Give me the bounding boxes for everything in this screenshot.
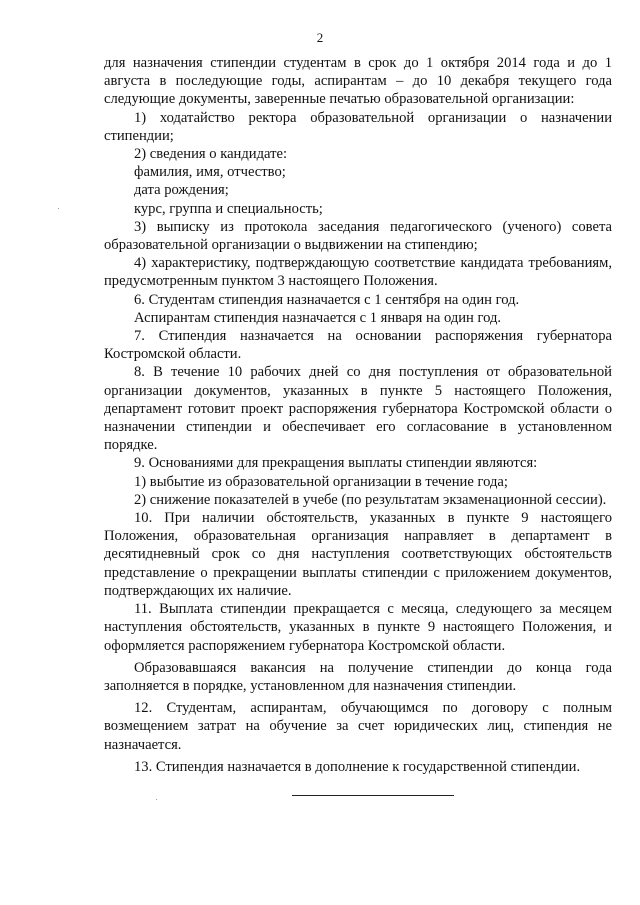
clause-9: 9. Основаниями для прекращения выплаты стипендии являются:	[134, 455, 538, 472]
scan-artifact	[156, 799, 157, 800]
clause-9-item-1: 1) выбытие из образовательной организации в течение года;	[134, 473, 508, 490]
clause-10: 10. При наличии обстоятельств, указанных в пункте 9 настоящего Положения, образовательная организация направляет в департамент в десятидневный срок со дня наступления соответствующих обстоятельств представление о прекращении выплаты стипендии с приложением документов, подтверждающих их наличие.	[104, 510, 612, 599]
list-item-reference: 4) характеристику, подтверждающую соответствие кандидата требованиям, предусмотренным пунктом 3 настоящего Положения.	[104, 255, 612, 290]
clause-12: 12. Студентам, аспирантам, обучающимся по договору с полным возмещением затрат на обучение за счет юридических лиц, стипендия не назначается.	[104, 700, 612, 753]
list-subitem-course-group: курс, группа и специальность;	[134, 200, 323, 217]
page-number: 2	[316, 30, 324, 45]
list-item-candidate-info: 2) сведения о кандидате:	[134, 146, 288, 163]
clause-9-item-2: 2) снижение показателей в учебе (по результатам экзаменационной сессии).	[134, 491, 607, 508]
list-item-petition: 1) ходатайство ректора образовательной организации о назначении стипендии;	[104, 109, 612, 144]
list-item-protocol-extract: 3) выписку из протокола заседания педагогического (ученого) совета образовательной организации о выдвижении на стипендию;	[104, 218, 612, 254]
document-body	[104, 54, 612, 776]
clause-7: 7. Стипендия назначается на основании распоряжения губернатора Костромской области.	[104, 328, 612, 363]
scan-artifact	[58, 208, 59, 209]
list-subitem-full-name: фамилия, имя, отчество;	[134, 164, 286, 181]
paragraph-continuation: для назначения стипендии студентам в срок до 1 октября 2014 года и до 1 августа в последующие годы, аспирантам – до 10 декабря текущего года следующие документы, заверенные печатью образовательной организации:	[104, 55, 612, 108]
clause-11: 11. Выплата стипендии прекращается с месяца, следующего за месяцем наступления обстоятельств, указанных в пункте 9 настоящего Положения, и оформляется распоряжением губернатора Костромской области.	[104, 601, 612, 654]
clause-6: 6. Студентам стипендия назначается с 1 сентября на один год.	[134, 291, 520, 308]
clause-11-vacancy: Образовавшаяся вакансия на получение стипендии до конца года заполняется в порядке, установленном для назначения стипендии.	[104, 659, 612, 694]
end-of-document-rule	[292, 795, 454, 796]
clause-13: 13. Стипендия назначается в дополнение к государственной стипендии.	[134, 758, 581, 775]
clause-8: 8. В течение 10 рабочих дней со дня поступления от образовательной организации документов, указанных в пункте 5 настоящего Положения, департамент готовит проект распоряжения губернатора Костромской области о назначении стипендии и обеспечивает его согласование в установленном порядке.	[104, 364, 612, 454]
list-subitem-birth-date: дата рождения;	[134, 182, 229, 199]
clause-6-postgrad: Аспирантам стипендия назначается с 1 января на один год.	[134, 309, 502, 326]
